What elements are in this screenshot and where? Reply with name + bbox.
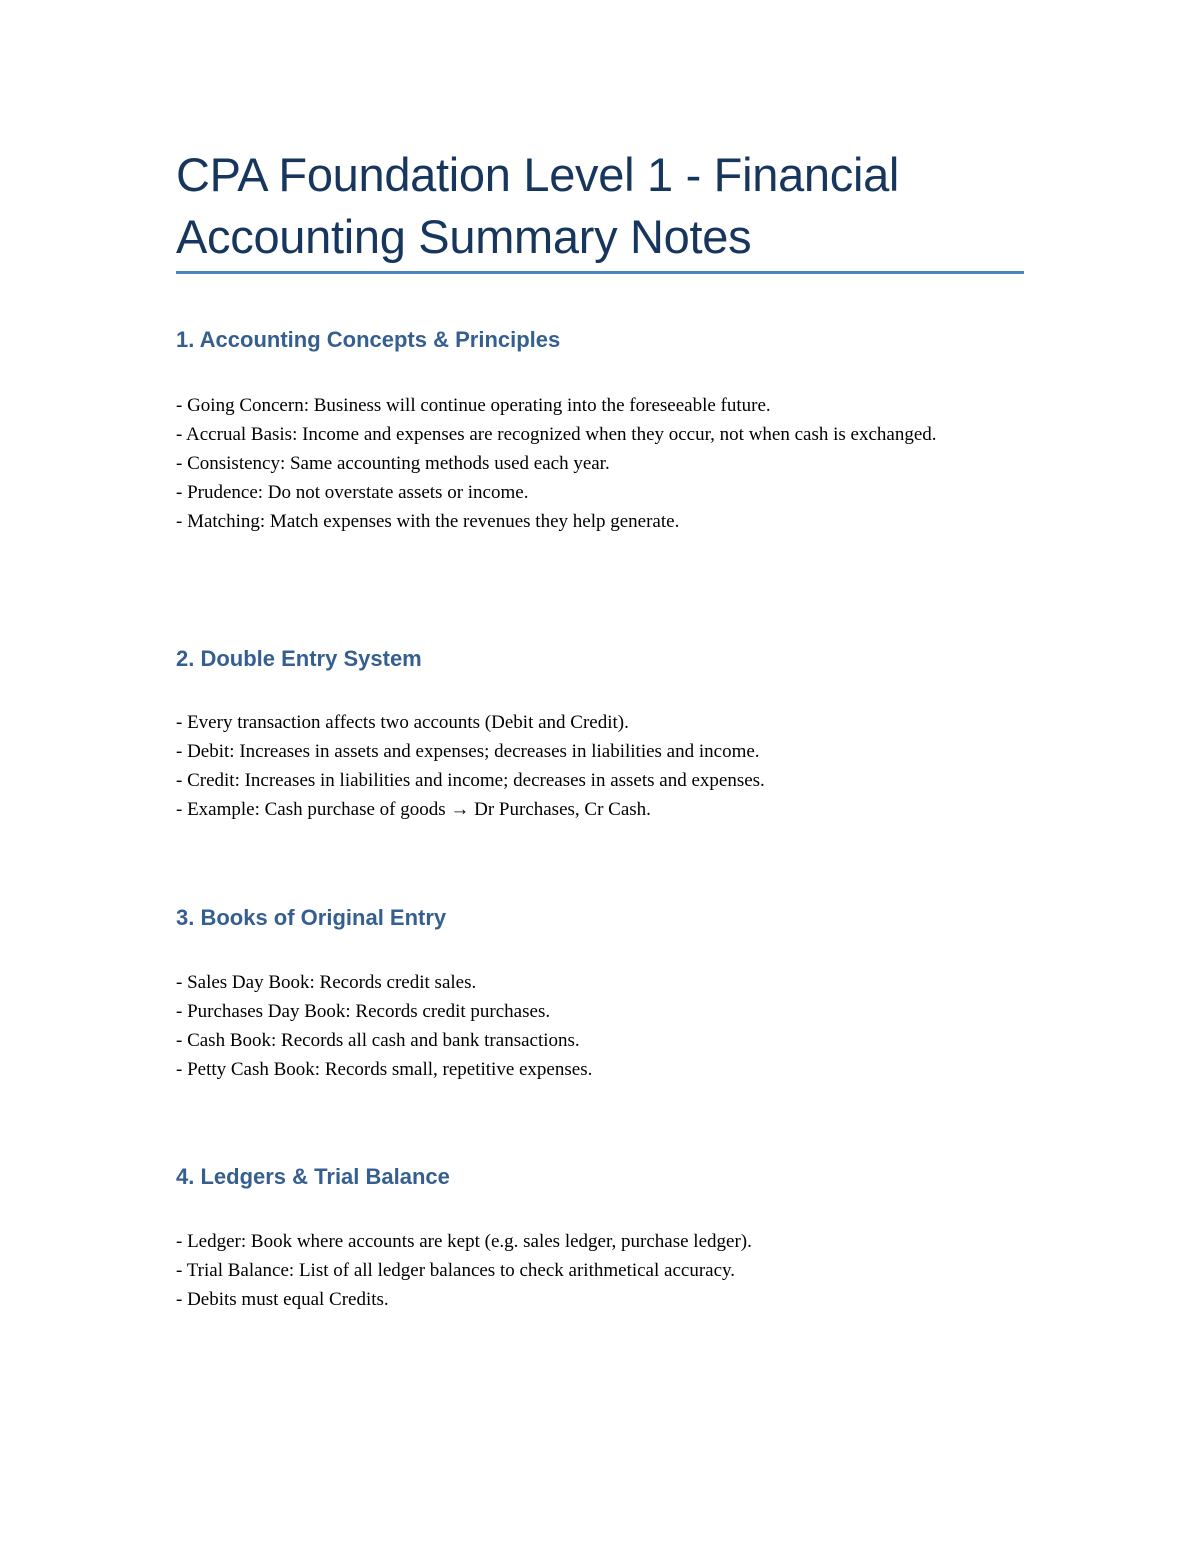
section-heading-ledgers-trial-balance: 4. Ledgers & Trial Balance	[176, 1164, 450, 1189]
list-item: - Trial Balance: List of all ledger balances to check arithmetical accuracy.	[176, 1260, 736, 1281]
list-item: - Matching: Match expenses with the revenues they help generate.	[176, 511, 680, 532]
list-item: - Cash Book: Records all cash and bank transactions.	[176, 1030, 580, 1051]
section-list-double-entry	[176, 708, 1006, 824]
list-item: - Ledger: Book where accounts are kept (e.g. sales ledger, purchase ledger).	[176, 1231, 752, 1252]
list-item: - Consistency: Same accounting methods used each year.	[176, 453, 610, 474]
list-item: - Going Concern: Business will continue operating into the foreseeable future.	[176, 395, 771, 416]
list-item: - Purchases Day Book: Records credit purchases.	[176, 1001, 551, 1022]
section-list-accounting-concepts	[176, 391, 1006, 536]
section-heading-books-of-original-entry: 3. Books of Original Entry	[176, 905, 447, 930]
section-heading-double-entry: 2. Double Entry System	[176, 646, 422, 671]
list-item: - Credit: Increases in liabilities and income; decreases in assets and expenses.	[176, 770, 765, 791]
list-item: - Every transaction affects two accounts (Debit and Credit).	[176, 712, 629, 733]
list-item: - Prudence: Do not overstate assets or income.	[176, 482, 529, 503]
list-item: - Debits must equal Credits.	[176, 1289, 389, 1310]
list-item: - Accrual Basis: Income and expenses are recognized when they occur, not when cash is exchanged.	[176, 424, 937, 445]
list-item: - Petty Cash Book: Records small, repetitive expenses.	[176, 1059, 593, 1080]
section-list-books-of-original-entry	[176, 968, 1006, 1084]
list-item: - Sales Day Book: Records credit sales.	[176, 972, 477, 993]
title-underline-rule	[176, 271, 1024, 274]
document-title: CPA Foundation Level 1 - Financial Accounting Summary Notes	[176, 148, 900, 263]
list-item: - Example: Cash purchase of goods → Dr Purchases, Cr Cash.	[176, 799, 651, 820]
section-heading-accounting-concepts: 1. Accounting Concepts & Principles	[176, 327, 561, 352]
section-list-ledgers-trial-balance	[176, 1227, 1006, 1314]
list-item: - Debit: Increases in assets and expenses; decreases in liabilities and income.	[176, 741, 760, 762]
